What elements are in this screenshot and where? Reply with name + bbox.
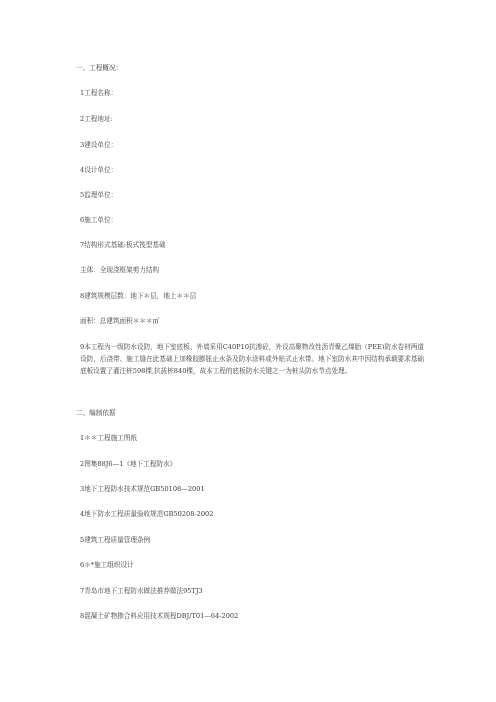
basis-item-tech-code: 3地下工程防水技术规范GB50108—2001 bbox=[80, 485, 205, 493]
basis-item-quality-regulation: 5建筑工程质量管理条例 bbox=[80, 536, 151, 544]
overview-item-owner: 3建设单位： bbox=[80, 141, 118, 149]
overview-item-foundation: 7结构形式基础:板式筏型基础 bbox=[80, 241, 166, 249]
overview-item-project-address: 2工程地址: bbox=[80, 115, 113, 123]
basis-item-drawings: 1＊＊工程施工图纸 bbox=[80, 434, 137, 442]
overview-item-project-name: 1工程名称： bbox=[80, 89, 118, 97]
section-heading-basis: 二、编制依据 bbox=[76, 409, 116, 417]
basis-item-construction-plan: 6＊*施工组织设计 bbox=[80, 561, 134, 569]
basis-item-atlas: 2图集88J6—1《地下工程防水》 bbox=[80, 460, 177, 468]
basis-item-acceptance-code: 4地下防水工程质量验收规范GB50208-2002 bbox=[80, 510, 214, 518]
overview-item-designer: 4设计单位： bbox=[80, 166, 118, 174]
overview-item-main-structure: 主体：全现浇框架剪力结构 bbox=[80, 266, 160, 274]
overview-waterproofing-paragraph: 9本工程为一级防水设防，地下室底板、外墙采用C40P10抗渗砼，外设高聚物改性沥青聚乙烯胎（PEE)防水卷材两道设防，后浇带、施工缝在此基础上加橡胶膨胀止水条及防水涂料或外贴式止水带。地下室防水其中因结构承载要求基础底板设置了灌注桩598棵,抗拔桩840棵，故本工程的底板防水关键之一为桩头防水节点处理。 bbox=[80, 343, 424, 375]
section-heading-overview: 一、工程概况： bbox=[76, 64, 123, 72]
overview-item-building-scale: 8建筑规模层数：地下＊层，地上＊＊层 bbox=[80, 292, 197, 300]
overview-item-contractor: 6施工单位： bbox=[80, 216, 118, 224]
overview-item-supervisor: 5监理单位： bbox=[80, 191, 118, 199]
basis-item-qingdao-practice: 7青岛市地下工程防水做法推荐做法95TJ3 bbox=[80, 587, 203, 595]
basis-item-admixture-code: 8混凝土矿物掺合料应用技术规程DBJ/T01—64-2002 bbox=[80, 612, 239, 620]
overview-item-area: 面积：总建筑面积＊＊＊㎡ bbox=[80, 317, 160, 325]
